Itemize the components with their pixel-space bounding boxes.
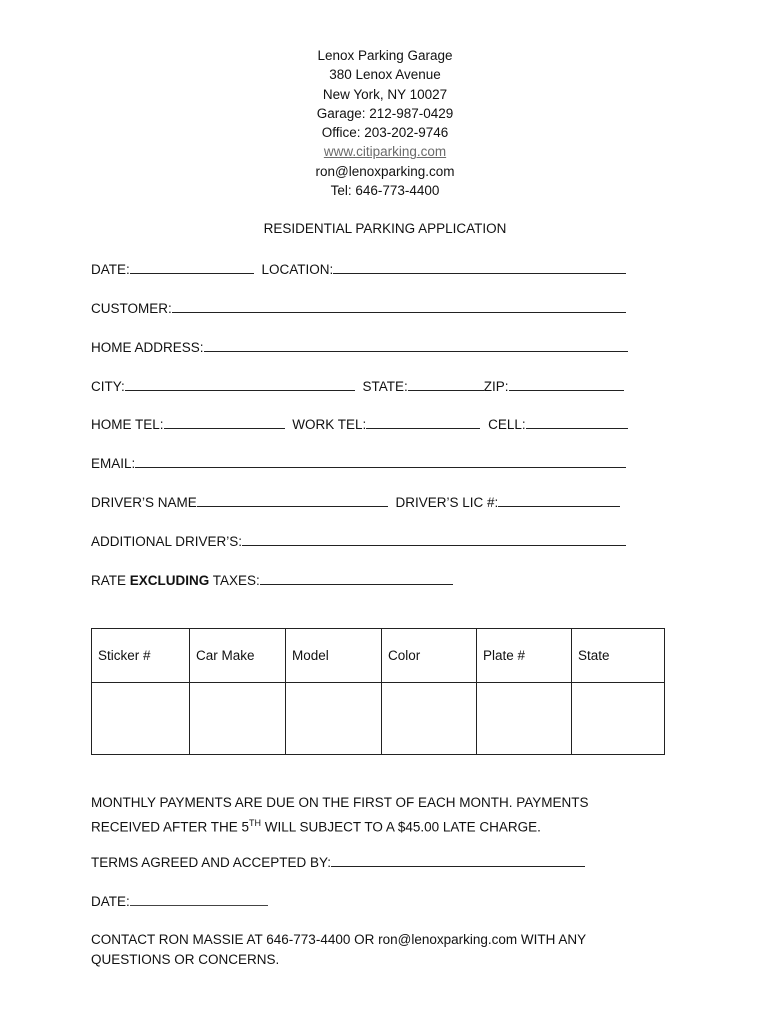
date-line[interactable] <box>130 260 254 274</box>
payment-notice-line2-a: RECEIVED AFTER THE 5 <box>91 819 250 835</box>
payment-notice-line2-b: WILL SUBJECT TO A $45.00 LATE CHARGE. <box>261 819 541 835</box>
home-tel-label: HOME TEL: <box>91 417 164 432</box>
terms-row <box>91 853 585 873</box>
payment-notice-line2 <box>91 813 651 838</box>
table-row <box>92 683 665 755</box>
header-car-make: Car Make <box>190 629 286 683</box>
city-state-zip-row <box>91 377 624 397</box>
sign-date-label: DATE: <box>91 894 130 909</box>
contact-line1: CONTACT RON MASSIE AT 646-773-4400 OR ron@lenoxparking.com WITH ANY <box>91 932 587 947</box>
zip-line[interactable] <box>509 377 624 391</box>
location-label: LOCATION: <box>261 262 334 277</box>
header-state: State <box>572 629 665 683</box>
terms-label: TERMS AGREED AND ACCEPTED BY: <box>91 855 332 870</box>
contact-notice <box>91 930 651 970</box>
sign-date-row <box>91 892 268 912</box>
home-tel-line[interactable] <box>164 415 285 429</box>
rate-row <box>91 571 453 591</box>
additional-drivers-label: ADDITIONAL DRIVER’S: <box>91 534 243 549</box>
cell-label: CELL: <box>488 417 526 432</box>
email-row <box>91 454 626 474</box>
home-address-line[interactable] <box>204 338 628 352</box>
car-make-cell[interactable] <box>190 683 286 755</box>
contact-line2: QUESTIONS OR CONCERNS. <box>91 952 280 967</box>
drivers-name-label: DRIVER’S NAME <box>91 495 197 510</box>
location-line[interactable] <box>333 260 626 274</box>
vehicle-table <box>91 628 665 755</box>
payment-notice-line1: MONTHLY PAYMENTS ARE DUE ON THE FIRST OF EACH MONTH. PAYMENTS <box>91 795 589 810</box>
home-address-row <box>91 338 628 358</box>
garage-name: Lenox Parking Garage <box>317 48 453 63</box>
office-phone: Office: 203-202-9746 <box>321 125 449 141</box>
vehicle-table-header <box>92 629 665 683</box>
color-cell[interactable] <box>382 683 477 755</box>
payment-notice <box>91 793 651 838</box>
rate-suffix: TAXES: <box>209 573 260 588</box>
email-line[interactable] <box>135 454 626 468</box>
city-line[interactable] <box>125 377 355 391</box>
header-plate: Plate # <box>477 629 572 683</box>
date-location-row <box>91 260 626 280</box>
cell-line[interactable] <box>526 415 628 429</box>
contact-email: ron@lenoxparking.com <box>315 163 455 179</box>
garage-city: New York, NY 10027 <box>322 86 448 102</box>
customer-label: CUSTOMER: <box>91 301 172 316</box>
terms-signature-line[interactable] <box>331 853 585 867</box>
sign-date-line[interactable] <box>130 892 268 906</box>
state-cell[interactable] <box>572 683 665 755</box>
state-label: STATE: <box>362 379 408 394</box>
header-color: Color <box>382 629 477 683</box>
garage-phone: Garage: 212-987-0429 <box>316 105 454 121</box>
model-cell[interactable] <box>286 683 382 755</box>
header-sticker: Sticker # <box>92 629 190 683</box>
home-address-label: HOME ADDRESS: <box>91 340 204 355</box>
plate-cell[interactable] <box>477 683 572 755</box>
payment-notice-sup: TH <box>249 818 262 828</box>
work-tel-label: WORK TEL: <box>292 417 367 432</box>
garage-street: 380 Lenox Avenue <box>329 67 441 83</box>
drivers-lic-line[interactable] <box>498 493 620 507</box>
email-label: EMAIL: <box>91 456 136 471</box>
header-model: Model <box>286 629 382 683</box>
additional-drivers-line[interactable] <box>242 532 626 546</box>
state-line[interactable] <box>408 377 484 391</box>
website-link[interactable]: www.citiparking.com <box>323 144 447 160</box>
contact-tel: Tel: 646-773-4400 <box>330 183 440 199</box>
additional-drivers-row <box>91 532 626 552</box>
city-label: CITY: <box>91 379 125 394</box>
garage-header <box>0 46 770 200</box>
sticker-cell[interactable] <box>92 683 190 755</box>
rate-line[interactable] <box>260 571 453 585</box>
customer-line[interactable] <box>172 299 626 313</box>
zip-label: ZIP: <box>483 379 509 394</box>
driver-row <box>91 493 620 513</box>
customer-row <box>91 299 626 319</box>
phone-row <box>91 415 628 435</box>
date-label: DATE: <box>91 262 130 277</box>
drivers-name-line[interactable] <box>197 493 388 507</box>
form-title: RESIDENTIAL PARKING APPLICATION <box>263 221 507 236</box>
rate-prefix: RATE <box>91 573 130 588</box>
rate-excluding: EXCLUDING <box>129 573 210 588</box>
work-tel-line[interactable] <box>366 415 480 429</box>
drivers-lic-label: DRIVER’S LIC #: <box>395 495 499 510</box>
